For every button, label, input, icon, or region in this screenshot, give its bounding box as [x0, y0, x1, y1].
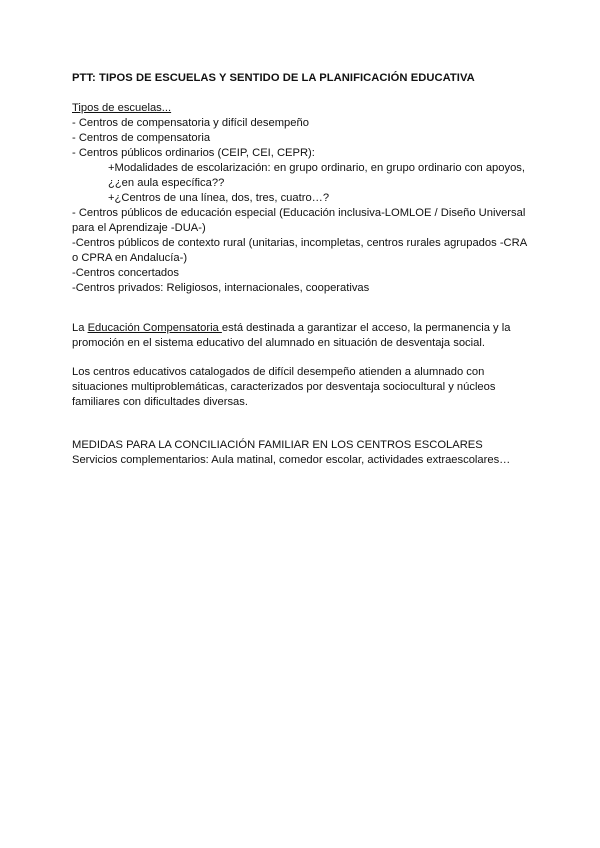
list-subitem: ¿¿en aula específica??: [108, 177, 225, 189]
dificil-desempeno-paragraph: [72, 365, 536, 410]
paragraph-line: familiares con dificultades diversas.: [72, 396, 248, 408]
list-item: - Centros de compensatoria: [72, 132, 211, 144]
list-item: -Centros concertados: [72, 267, 179, 279]
school-types-list: [72, 101, 536, 296]
compensatoria-paragraph: [72, 321, 536, 351]
school-types-heading: Tipos de escuelas...: [72, 102, 172, 114]
paragraph-line: situaciones multiproblemáticas, caracterizados por desventaja sociocultural y núcleos: [72, 381, 496, 393]
list-item: -Centros públicos de contexto rural (unitarias, incompletas, centros rurales agrupados -CRA: [72, 237, 528, 249]
list-item-continuation: o CPRA en Andalucía-): [72, 252, 188, 264]
list-subitem: +¿Centros de una línea, dos, tres, cuatro…?: [108, 192, 330, 204]
medidas-heading: MEDIDAS PARA LA CONCILIACIÓN FAMILIAR EN LOS CENTROS ESCOLARES: [72, 439, 483, 451]
compensatoria-line1-rest: está destinada a garantizar el acceso, la permanencia y la: [221, 322, 511, 334]
list-item: - Centros públicos ordinarios (CEIP, CEI, CEPR):: [72, 147, 315, 159]
compensatoria-line-1: [72, 321, 536, 336]
list-item: - Centros de compensatoria y difícil desempeño: [72, 117, 309, 129]
list-item: - Centros públicos de educación especial (Educación inclusiva-LOMLOE / Diseño Universal: [72, 207, 526, 219]
list-item: -Centros privados: Religiosos, internacionales, cooperativas: [72, 282, 370, 294]
list-subitem: +Modalidades de escolarización: en grupo ordinario, en grupo ordinario con apoyos,: [108, 162, 526, 174]
compensatoria-prefix: La: [72, 322, 88, 334]
educacion-compensatoria-term: Educación Compensatoria: [87, 322, 222, 334]
list-item-continuation: para el Aprendizaje -DUA-): [72, 222, 206, 234]
paragraph-line: Los centros educativos catalogados de difícil desempeño atienden a alumnado con: [72, 366, 485, 378]
document-title: PTT: TIPOS DE ESCUELAS Y SENTIDO DE LA PLANIFICACIÓN EDUCATIVA: [72, 72, 475, 84]
medidas-section: [72, 438, 536, 468]
medidas-services: Servicios complementarios: Aula matinal, comedor escolar, actividades extraescolares…: [72, 454, 511, 466]
compensatoria-line-2: promoción en el sistema educativo del alumnado en situación de desventaja social.: [72, 337, 485, 349]
